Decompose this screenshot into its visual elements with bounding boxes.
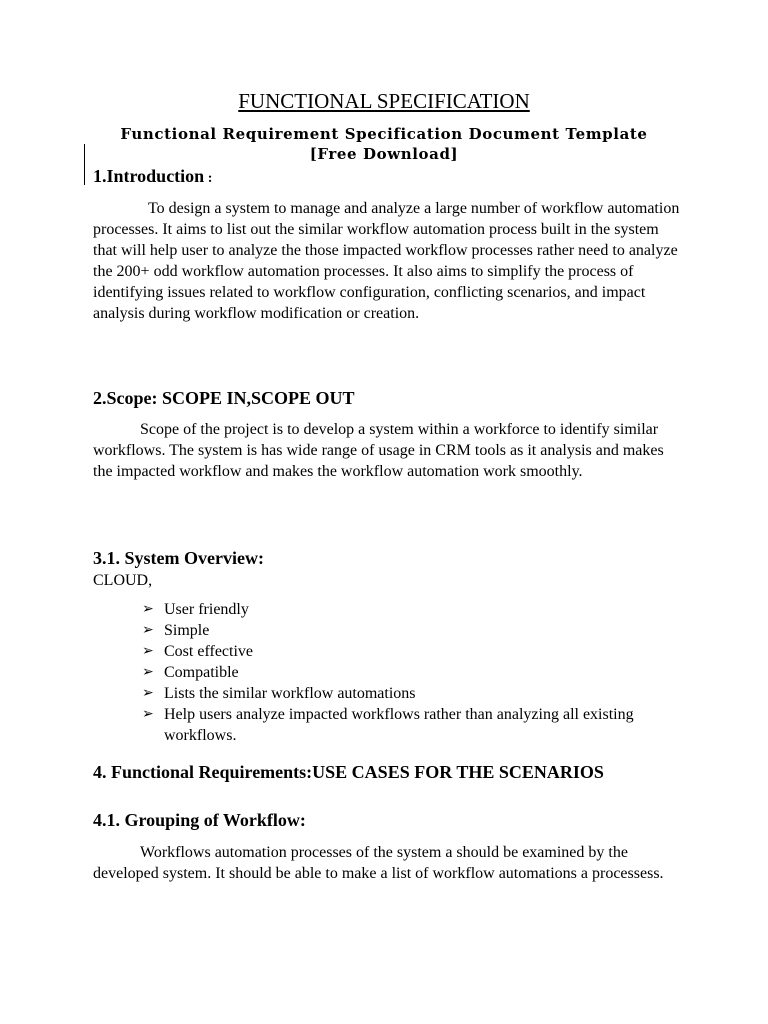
section-heading-functional-requirements: 4. Functional Requirements:USE CASES FOR THE SCENARIOS bbox=[93, 762, 604, 782]
grouping-paragraph: Workflows automation processes of the system a should be examined by the developed system. It should be able to make a list of workflow automations a processess. bbox=[93, 844, 664, 882]
section-heading-grouping-of-workflow: 4.1. Grouping of Workflow: bbox=[93, 810, 306, 830]
arrow-bullet-icon: ➢ bbox=[142, 643, 154, 659]
bullet-text: Simple bbox=[164, 622, 210, 639]
arrow-bullet-icon: ➢ bbox=[142, 685, 154, 701]
bullet-text: Help users analyze impacted workflows rather than analyzing all existing workflows. bbox=[164, 706, 634, 744]
section-heading-introduction bbox=[93, 164, 212, 191]
text-cursor bbox=[84, 144, 85, 185]
scope-paragraph: Scope of the project is to develop a system within a workforce to identify similar workflows. The system is has wide range of usage in CRM tools as it analysis and makes the impacted workflow and makes the workflow automation work smoothly. bbox=[93, 421, 664, 480]
bullet-item bbox=[142, 704, 662, 746]
bullet-item bbox=[142, 662, 662, 683]
arrow-bullet-icon: ➢ bbox=[142, 622, 154, 638]
document-title: FUNCTIONAL SPECIFICATION bbox=[238, 89, 530, 113]
section-heading-system-overview: 3.1. System Overview: bbox=[93, 548, 264, 568]
bullet-item bbox=[142, 620, 662, 641]
introduction-heading-suffix: : bbox=[204, 171, 213, 186]
introduction-paragraph: To design a system to manage and analyze a large number of workflow automation processes. It aims to list out the similar workflow automation process built in the system that will help user to analyze the those impacted workflow processes rather need to analyze the 200+ odd workflow automation processes. It also aims to simplify the process of identifying issues related to workflow configuration, conflicting scenarios, and impact analysis during workflow modification or creation. bbox=[93, 200, 680, 322]
arrow-bullet-icon: ➢ bbox=[142, 601, 154, 617]
bullet-text: Lists the similar workflow automations bbox=[164, 685, 416, 702]
bullet-text: Cost effective bbox=[164, 643, 254, 660]
system-overview-bullet-list bbox=[142, 599, 662, 746]
bullet-item bbox=[142, 683, 662, 704]
bullet-item bbox=[142, 641, 662, 662]
bullet-text: User friendly bbox=[164, 601, 249, 618]
document-subtitle: Functional Requirement Specification Document Template [Free Download] bbox=[120, 125, 648, 163]
bullet-item bbox=[142, 599, 662, 620]
section-heading-scope: 2.Scope: SCOPE IN,SCOPE OUT bbox=[93, 388, 355, 408]
system-overview-subheading: CLOUD, bbox=[93, 572, 153, 589]
arrow-bullet-icon: ➢ bbox=[142, 664, 154, 680]
bullet-text: Compatible bbox=[164, 664, 239, 681]
arrow-bullet-icon: ➢ bbox=[142, 706, 154, 722]
introduction-heading-text: 1.Introduction bbox=[93, 166, 205, 186]
